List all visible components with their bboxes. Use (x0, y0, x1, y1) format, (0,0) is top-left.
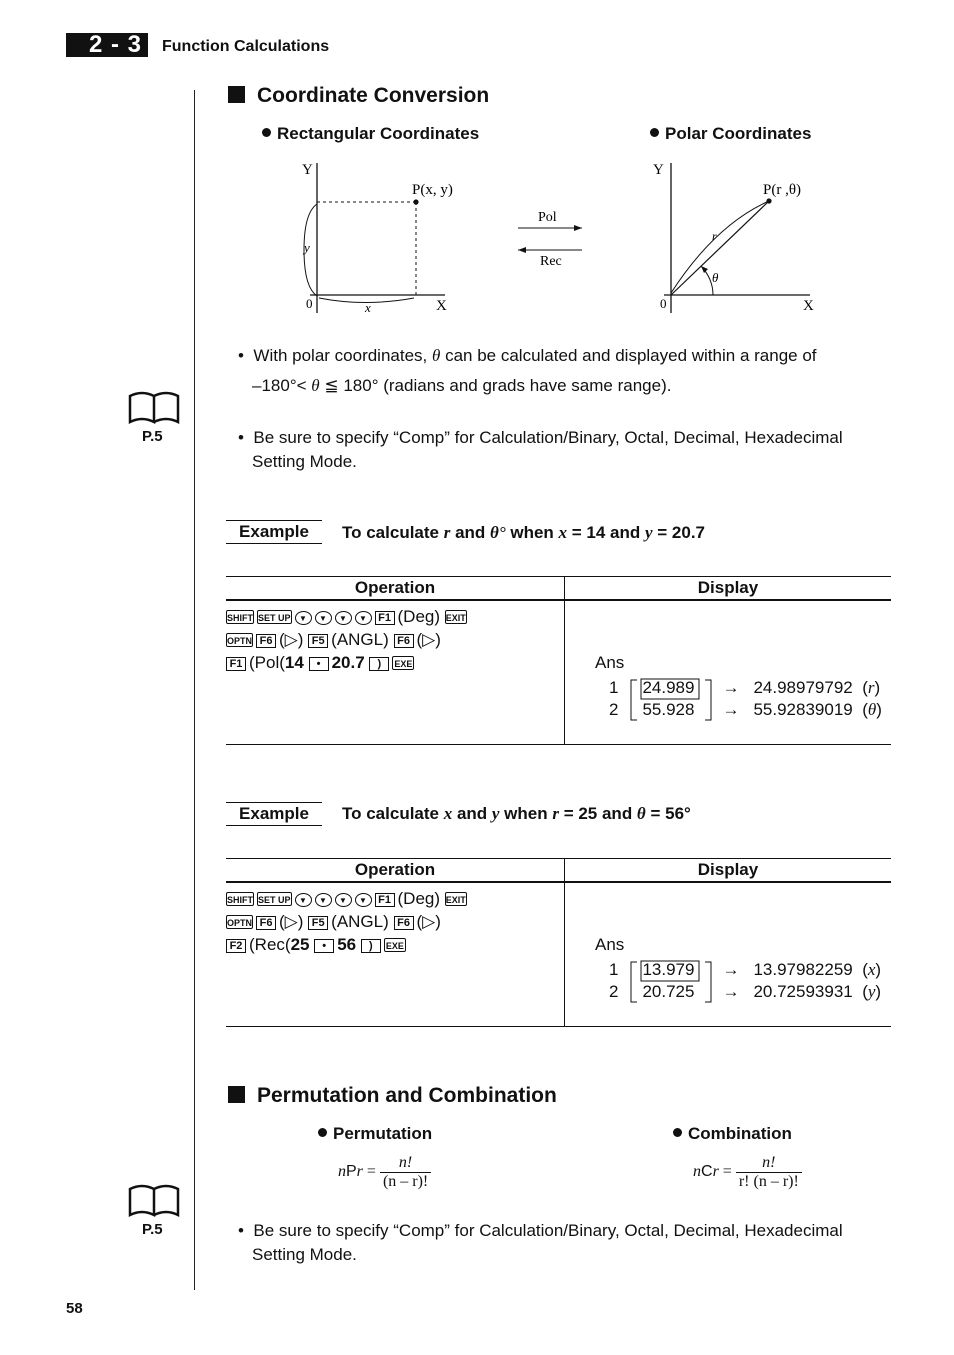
example-description: To calculate x and y when r = 25 and θ = 56° (342, 804, 691, 823)
section-title: Function Calculations (162, 38, 330, 55)
origin-label: 0 (306, 296, 313, 311)
f6-key: F6 (394, 916, 414, 930)
page-number: 58 (66, 1300, 83, 1317)
cursor-down-key: ▼ (295, 611, 312, 625)
cursor-down-key: ▼ (335, 611, 352, 625)
shift-key: SHIFT (226, 610, 254, 624)
page-reference: P.5 (142, 1221, 163, 1238)
example-label: Example (226, 802, 322, 826)
r-label: r (712, 229, 717, 243)
origin-label: 0 (660, 296, 667, 311)
bullet-icon (262, 128, 271, 137)
display-result-rows (609, 959, 909, 1003)
result-row: 1 24.989 → 24.98979792 (r) (609, 678, 881, 697)
operation-header: Operation (226, 859, 565, 883)
page-reference: P.5 (142, 428, 163, 445)
result-row: 1 13.979 → 13.97982259 (x) (609, 960, 882, 979)
cursor-down-key: ▼ (315, 893, 332, 907)
rectangular-coordinates-figure (290, 155, 470, 320)
x-axis-label: X (803, 298, 814, 314)
section-number-badge: 2 - 3 (66, 33, 148, 57)
operation-cell: SHIFT SET UP ▼ ▼ ▼ ▼ F1 (Deg) EXIT OPTN F6 (▷) F5 (ANGL) F6 (▷) F2 (Rec(25 • 56 ) EXE (226, 882, 565, 1027)
exe-key: EXE (384, 938, 406, 952)
x-length-label: x (365, 300, 371, 315)
example-label: Example (226, 520, 322, 544)
bullet-icon (650, 128, 659, 137)
operation-display-table (226, 858, 891, 1027)
shift-key: SHIFT (226, 892, 254, 906)
bullet-icon (673, 1128, 682, 1137)
cursor-down-key: ▼ (335, 893, 352, 907)
combination-formula: nCr = $\frac{n!}{r! (n - r)!}$ (693, 1154, 802, 1191)
comma-key: • (309, 657, 329, 671)
combination-label: Combination (673, 1124, 792, 1144)
y-axis-label: Y (653, 162, 664, 178)
permutation-combination-heading: Permutation and Combination (228, 1084, 557, 1108)
f1-key: F1 (375, 893, 395, 907)
result-row: 2 55.928 → 55.92839019 (θ) (609, 700, 882, 719)
point-label: P(r ,θ) (763, 182, 802, 198)
square-bullet-icon (228, 1086, 245, 1103)
cursor-down-key: ▼ (355, 611, 372, 625)
f2-key: F2 (226, 939, 246, 953)
x-axis-label: X (436, 298, 447, 314)
result-row: 2 20.725 → 20.72593931 (y) (609, 982, 882, 1001)
pol-label: Pol (538, 210, 557, 225)
f6-key: F6 (256, 634, 276, 648)
close-paren-key: ) (369, 657, 389, 671)
optn-key: OPTN (226, 915, 253, 929)
comma-key: • (314, 939, 334, 953)
coordinate-conversion-heading: Coordinate Conversion (228, 84, 489, 108)
polar-coordinates-label: Polar Coordinates (650, 124, 811, 144)
rec-label: Rec (540, 254, 562, 269)
y-axis-label: Y (302, 162, 313, 178)
setup-key: SET UP (257, 610, 292, 624)
square-bullet-icon (228, 86, 245, 103)
y-length-label: y (304, 240, 310, 255)
display-result-rows (609, 677, 909, 721)
operation-cell: SHIFT SET UP ▼ ▼ ▼ ▼ F1 (Deg) EXIT OPTN F6 (▷) F5 (ANGL) F6 (▷) F1 (Pol(14 • 20.7 ) EXE (226, 600, 565, 745)
permutation-label: Permutation (318, 1124, 432, 1144)
cursor-down-key: ▼ (315, 611, 332, 625)
bullet-comp-mode: • Be sure to specify “Comp” for Calculation/Binary, Octal, Decimal, Hexadecimal Setting Mode. (238, 1221, 843, 1264)
exit-key: EXIT (445, 610, 467, 624)
bullet-icon (318, 1128, 327, 1137)
exe-key: EXE (392, 656, 414, 670)
point-label: P(x, y) (412, 182, 453, 198)
rectangular-coordinates-label: Rectangular Coordinates (262, 124, 479, 144)
f5-key: F5 (308, 634, 328, 648)
display-header: Display (565, 859, 892, 883)
polar-coordinates-figure (645, 155, 825, 320)
f6-key: F6 (394, 634, 414, 648)
f1-key: F1 (375, 611, 395, 625)
book-reference-icon (128, 1183, 182, 1219)
ans-label: Ans (595, 653, 625, 672)
setup-key: SET UP (257, 892, 292, 906)
cursor-down-key: ▼ (295, 893, 312, 907)
operation-display-table (226, 576, 891, 745)
display-header: Display (565, 577, 892, 601)
f1-key: F1 (226, 657, 246, 671)
permutation-formula: nPr = $\frac{n!}{(n - r)!}$ (338, 1154, 431, 1191)
conversion-arrows (510, 200, 590, 275)
bullet-comp-mode: • Be sure to specify “Comp” for Calculation/Binary, Octal, Decimal, Hexadecimal Setting Mode. (238, 428, 843, 471)
display-cell (565, 882, 892, 1027)
exit-key: EXIT (445, 892, 467, 906)
f6-key: F6 (256, 916, 276, 930)
bullet-theta-range: • With polar coordinates, θ can be calculated and displayed within a range of –180°< θ ≦ 180° (radians and grads have same range). (238, 346, 817, 395)
margin-rule (194, 90, 195, 1290)
ans-label: Ans (595, 935, 625, 954)
book-reference-icon (128, 390, 182, 426)
example-description: To calculate r and θ° when x = 14 and y = 20.7 (342, 523, 706, 542)
optn-key: OPTN (226, 633, 253, 647)
display-cell (565, 600, 892, 745)
theta-label: θ (712, 270, 719, 285)
close-paren-key: ) (361, 939, 381, 953)
operation-header: Operation (226, 577, 565, 601)
f5-key: F5 (308, 916, 328, 930)
cursor-down-key: ▼ (355, 893, 372, 907)
